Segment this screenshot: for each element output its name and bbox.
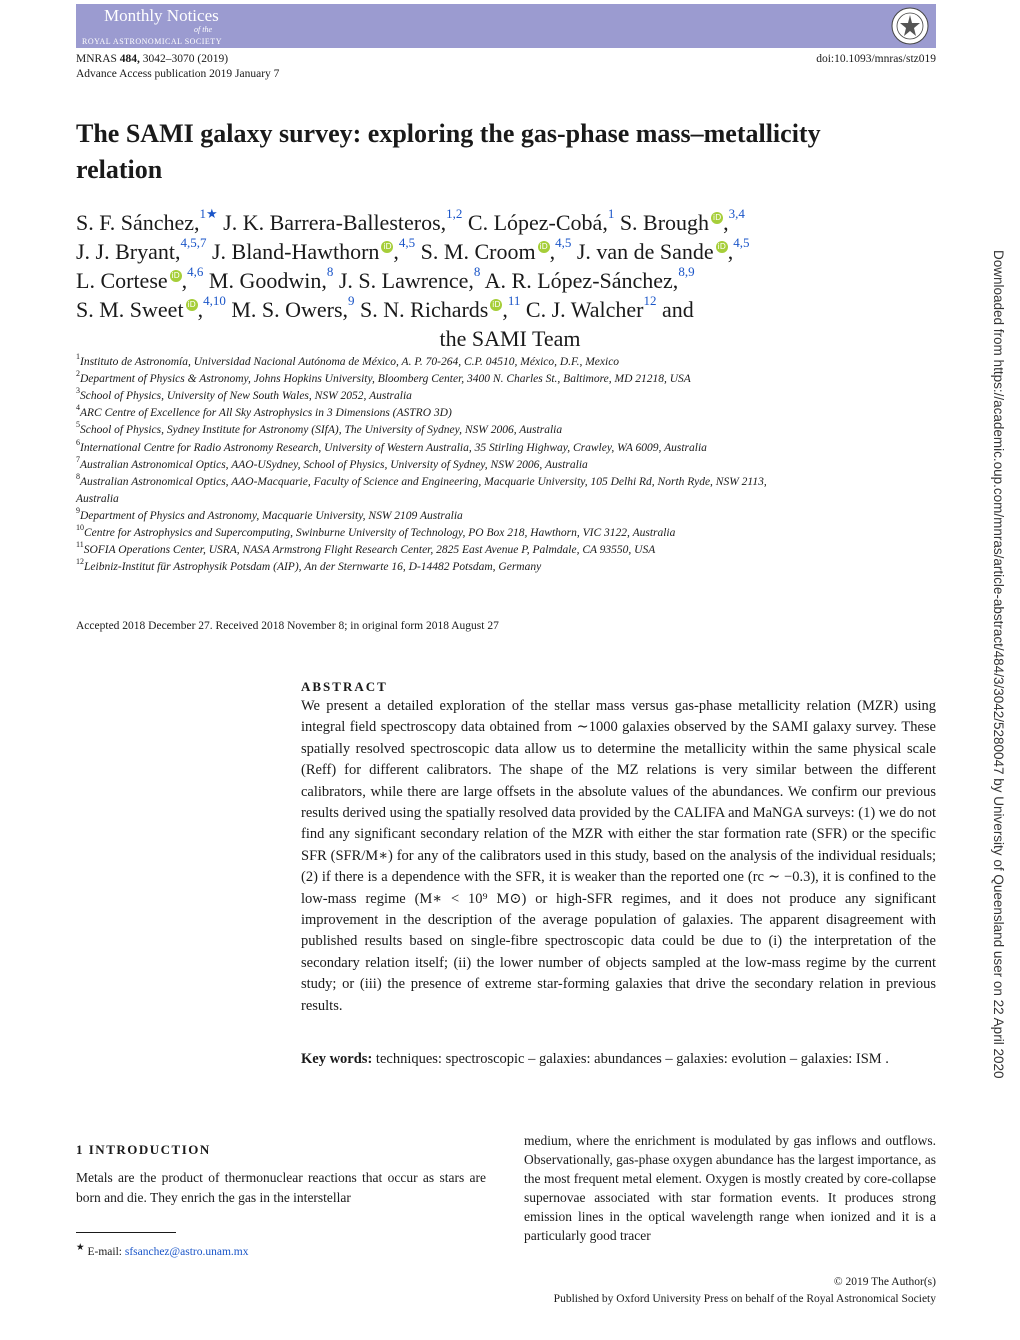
orcid-icon[interactable]: iD: [492, 300, 501, 309]
ras-crest-icon: [890, 6, 930, 46]
intro-text-left: Metals are the product of thermonuclear reactions that occur as stars are born and die. They enrich the gas in the interstellar: [76, 1170, 486, 1205]
affiliation: [76, 454, 588, 471]
pages: 3042–3070 (2019): [142, 53, 229, 65]
affiliation: [76, 369, 691, 386]
affiliation-number: 7: [76, 454, 80, 464]
author-name: M. S. Owers,: [225, 297, 349, 322]
affiliation: [76, 420, 563, 437]
affiliation-number: 8: [76, 471, 80, 481]
affiliation-text: ARC Centre of Excellence for All Sky Astrophysics in 3 Dimensions (ASTRO 3D): [80, 407, 452, 420]
affiliation-ref[interactable]: 8,9: [678, 264, 695, 279]
affiliation-ref[interactable]: 4,6: [187, 264, 204, 279]
author-line-3: [76, 264, 695, 294]
orcid-icon[interactable]: iD: [717, 242, 726, 251]
copyright: © 2019 The Author(s): [833, 1276, 936, 1288]
author-comma: ,: [502, 297, 508, 322]
affiliation-ref[interactable]: 1,2: [446, 206, 463, 221]
author-name: J. K. Barrera-Ballesteros,: [217, 210, 447, 235]
affiliation-number: 11: [76, 540, 84, 550]
affiliation-ref[interactable]: 4,5: [733, 235, 750, 250]
affiliation-number: 9: [76, 505, 80, 515]
author-name: C. J. Walcher: [520, 297, 644, 322]
affiliation: [76, 471, 767, 488]
email-link[interactable]: sfsanchez@astro.unam.mx: [124, 1245, 249, 1258]
orcid-icon[interactable]: iD: [539, 242, 548, 251]
volume: 484,: [119, 53, 140, 65]
download-note-text: Downloaded from https://academic.oup.com/mnras/article-abstract/484/3/3042/5280047 by University of Queensland user on 22 April 2020: [991, 250, 1006, 1079]
affiliation-text: Australian Astronomical Optics, AAO-Macquarie, Faculty of Science and Engineering, Macquarie University, 105 Delhi Rd, North Ryde, NSW 2113,: [80, 475, 767, 488]
affiliation-number: 12: [76, 557, 84, 567]
keywords: [301, 1049, 936, 1070]
affiliation-number: 1: [76, 352, 80, 361]
orcid-icon[interactable]: iD: [712, 213, 722, 222]
author-comma: ,: [727, 239, 734, 264]
author-name: S. F. Sánchez,: [76, 210, 200, 235]
affiliation-text: Australian Astronomical Optics, AAO-USydney, School of Physics, University of Sydney, NSW 2006, Australia: [80, 458, 588, 471]
author-comma: ,: [723, 210, 729, 235]
affiliation-text: SOFIA Operations Center, USRA, NASA Armstrong Flight Research Center, 2825 East Avenue P, Palmdale, CA 93550, USA: [83, 544, 656, 557]
affiliation-ref[interactable]: 3,4: [728, 206, 745, 221]
affiliation: [76, 386, 412, 403]
affiliation-ref[interactable]: 4,5: [398, 235, 416, 250]
affiliation-text: International Centre for Radio Astronomy Research, University of Western Australia, 35 Stirling Highway, Crawley, WA 6009, Australia: [80, 441, 707, 454]
affiliation: [76, 505, 463, 522]
author-name: C. López-Cobá,: [462, 210, 608, 235]
footnote-mark: ★: [76, 1242, 85, 1253]
journal-abbrev: MNRAS: [76, 53, 117, 65]
affiliation-number: 6: [76, 437, 80, 447]
affiliation-text: Department of Physics & Astronomy, Johns Hopkins University, Bloomberg Center, 3400 N. Charles St., Baltimore, MD 21218, USA: [80, 373, 691, 386]
footnote-label: E-mail:: [87, 1245, 122, 1258]
affiliation-text: Instituto de Astronomía, Universidad Nacional Autónoma de México, A. P. 70-264, C.P. 04510, México, D.F., Mexico: [80, 356, 620, 368]
affiliation-number: 3: [76, 386, 80, 396]
affiliation: [76, 493, 119, 505]
affiliation-text: Leibniz-Institut für Astrophysik Potsdam (AIP), An der Sternwarte 16, D-14482 Potsdam, Germany: [84, 561, 542, 574]
affiliation-text: Centre for Astrophysics and Supercomputing, Swinburne University of Technology, PO Box 218, Hawthorn, VIC 3122, Australia: [84, 527, 676, 539]
author-name: S. M. Sweet: [76, 297, 184, 322]
accepted-dates: Accepted 2018 December 27. Received 2018 November 8; in original form 2018 August 27: [76, 620, 499, 632]
paper-title: The SAMI galaxy survey: exploring the gas-phase mass–metallicity relation: [76, 119, 821, 184]
doi[interactable]: doi:10.1093/mnras/stz019: [816, 53, 936, 65]
affiliation-ref[interactable]: 11: [507, 293, 521, 308]
affiliation-text: Department of Physics and Astronomy, Macquarie University, NSW 2109 Australia: [80, 509, 463, 522]
intro-text-right: medium, where the enrichment is modulated by gas inflows and outflows. Observationally, gas-phase oxygen abundance has the largest importance, as the most frequent metal element. Oxygen is mostly created by core-collapse supernovae associated with star formation events. It produces strong emission lines in the optical wavelength range when ionized and it is a particularly good tracer: [524, 1133, 936, 1243]
affiliation: [76, 557, 542, 574]
download-note: [990, 250, 1010, 1090]
affiliation: [76, 403, 452, 420]
author-name: and: [656, 297, 694, 322]
author-name: J. Bland-Hawthorn: [206, 239, 380, 264]
abstract-heading: ABSTRACT: [301, 679, 388, 694]
affiliation: [76, 352, 620, 368]
journal-banner: [76, 4, 936, 48]
footnote-rule: [76, 1232, 176, 1233]
affiliation: [76, 437, 707, 454]
author-team: the SAMI Team: [439, 326, 581, 351]
author-name: S. Brough: [614, 210, 710, 235]
journal-of: of the: [194, 25, 212, 34]
affiliation-number: 10: [76, 523, 84, 532]
orcid-icon[interactable]: iD: [187, 300, 196, 309]
intro-heading: 1 INTRODUCTION: [76, 1142, 211, 1157]
author-name: S. M. Croom: [415, 239, 536, 264]
author-comma: ,: [549, 239, 556, 264]
affiliation-ref[interactable]: 8: [326, 264, 334, 279]
author-name: M. Goodwin,: [203, 268, 327, 293]
author-name: J. J. Bryant,: [76, 239, 181, 264]
author-line-2: [76, 235, 750, 265]
citation: [76, 53, 228, 65]
author-comma: ,: [181, 268, 188, 293]
affiliation-ref[interactable]: 12: [643, 293, 657, 308]
affiliation-ref[interactable]: 1★: [199, 206, 218, 221]
author-name: J. S. Lawrence,: [333, 268, 474, 293]
affiliation: [76, 540, 656, 557]
affiliation-text: Australia: [76, 492, 119, 505]
journal-society: ROYAL ASTRONOMICAL SOCIETY: [82, 37, 222, 46]
author-name: A. R. López-Sánchez,: [480, 268, 679, 293]
affiliation-ref[interactable]: 1: [607, 206, 615, 221]
affiliation-number: 2: [76, 369, 80, 379]
publisher: Published by Oxford University Press on behalf of the Royal Astronomical Society: [553, 1293, 936, 1305]
affiliation-ref[interactable]: 4,5: [555, 235, 572, 250]
author-name: J. van de Sande: [571, 239, 714, 264]
author-comma: ,: [393, 239, 399, 264]
access-date: Advance Access publication 2019 January 7: [76, 68, 280, 80]
journal-name: Monthly Notices: [104, 6, 219, 25]
author-name: S. N. Richards: [354, 297, 489, 322]
keywords-text: techniques: spectroscopic – galaxies: abundances – galaxies: evolution – galaxies: ISM .: [375, 1051, 889, 1067]
author-comma: ,: [197, 297, 204, 322]
affiliation-number: 5: [76, 420, 80, 430]
keywords-label: Key words:: [301, 1051, 373, 1067]
affiliation-ref[interactable]: 9: [348, 293, 355, 308]
affiliation: [76, 523, 676, 539]
abstract-text: We present a detailed exploration of the stellar mass versus gas-phase metallicity relation (MZR) using integral field spectroscopy data obtained from ∼1000 galaxies observed by the SAMI galaxy survey. These spatially resolved spectroscopic data allow us to determine the metallicity within the same physical scale (Reff) for different calibrators. The shape of the MZ relations is very similar between the different calibrators, while there are large offsets in the absolute values of the abundances. We confirm our previous results derived using the spatially resolved data provided by the CALIFA and MaNGA surveys: (1) we do not find any significant secondary relation of the MZR with either the star formation rate (SFR) or the specific SFR (SFR/M∗) for any of the calibrators used in this study, based on the analysis of the individual residuals; (2) if there is a dependence with the SFR, it is weaker than the reported one (rc ∼ −0.3), it is confined to the low-mass regime (M∗ < 10⁹ M⊙) or high-SFR regimes, and it does not produce any significant improvement in the description of the average population of galaxies. The apparent disagreement with published results based on single-fibre spectroscopic data could be due to (i) the interpretation of the secondary relation itself; (ii) the lower number of objects sampled at the low-mass regime by the current study; or (iii) the presence of extreme star-forming galaxies that drive the secondary relation in previous results.: [301, 698, 936, 1014]
affiliation-ref[interactable]: 4,5,7: [180, 235, 207, 250]
affiliation-text: School of Physics, University of New South Wales, NSW 2052, Australia: [80, 390, 412, 403]
affiliation-number: 4: [76, 403, 80, 413]
footnote: [76, 1242, 248, 1258]
author-line-4: [76, 293, 694, 323]
author-line-1: [76, 206, 745, 236]
affiliation-text: School of Physics, Sydney Institute for Astronomy (SIfA), The University of Sydney, NSW 2006, Australia: [80, 424, 563, 437]
orcid-icon[interactable]: iD: [383, 242, 392, 251]
orcid-icon[interactable]: iD: [171, 271, 180, 280]
author-name: L. Cortese: [76, 268, 168, 293]
affiliation-ref[interactable]: 8: [473, 264, 481, 279]
affiliation-ref[interactable]: 4,10: [203, 293, 226, 308]
